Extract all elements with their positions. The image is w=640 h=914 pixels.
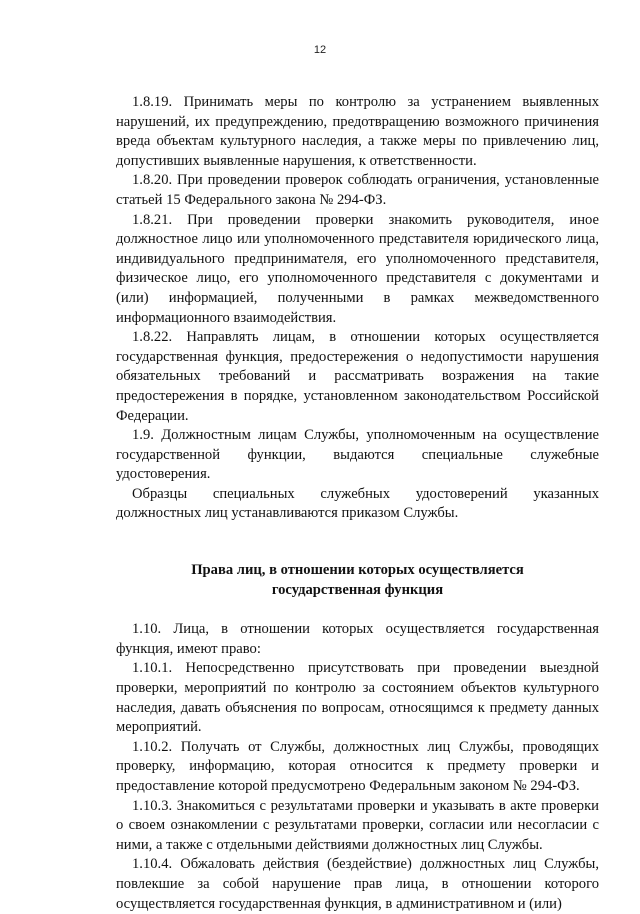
paragraph-1-9-samples: Образцы специальных служебных удостоверений указанных должностных лиц устанавливаются приказом Службы. (116, 485, 599, 522)
section-heading-line-2: государственная функция (271, 581, 444, 598)
section-heading (116, 561, 599, 600)
paragraph-1-10-1: 1.10.1. Непосредственно присутствовать при проведении выездной проверки, мероприятий по контролю за состоянием объектов культурного наследия, давать объяснения по вопросам, относящимся к предмету данных мероприятий. (116, 660, 599, 736)
page-number: 12 (313, 44, 327, 56)
paragraph-1-9: 1.9. Должностным лицам Службы, уполномоченным на осуществление государственной функции, выдаются специальные служебные удостоверения. (116, 427, 599, 483)
paragraph-1-8-20: 1.8.20. При проведении проверок соблюдать ограничения, установленные статьей 15 Федерального закона № 294-ФЗ. (116, 172, 599, 208)
paragraph-1-8-21: 1.8.21. При проведении проверки знакомить руководителя, иное должностное лицо или уполномоченного представителя юридического лица, индивидуального предпринимателя, его уполномоченного представителя, физическое лицо, его уполномоченного представителя с документами и (или) информацией, полученными в рамках межведомственного информационного взаимодействия. (116, 211, 599, 326)
paragraph-1-10: 1.10. Лица, в отношении которых осуществляется государственная функция, имеют право: (116, 621, 599, 657)
paragraph-1-10-4: 1.10.4. Обжаловать действия (бездействие) должностных лиц Службы, повлекшие за собой нарушение прав лица, в отношении которого осуществляется государственная функция, в административном и (или) (116, 856, 599, 912)
paragraph-1-10-3: 1.10.3. Знакомиться с результатами проверки и указывать в акте проверки о своем ознакомлении с результатами проверки, согласии или несогласии с ними, а также с отдельными действиями должностных лиц Службы. (116, 797, 599, 853)
paragraph-1-8-22: 1.8.22. Направлять лицам, в отношении которых осуществляется государственная функция, предостережения о недопустимости нарушения обязательных требований и рассматривать возражения на такие предостережения в порядке, установленном законодательством Российской Федерации. (116, 329, 599, 424)
section-heading-line-1: Права лиц, в отношении которых осуществляется (191, 562, 524, 579)
paragraph-1-8-19: 1.8.19. Принимать меры по контролю за устранением выявленных нарушений, их предупреждению, предотвращению возможного причинения вреда объектам культурного наследия, а также меры по привлечению лиц, допустивших выявленные нарушения, к ответственности. (116, 94, 599, 169)
paragraph-1-10-2: 1.10.2. Получать от Службы, должностных лиц Службы, проводящих проверку, информацию, которая относится к предмету проверки и предоставление которой предусмотрено Федеральным законом № 294-ФЗ. (116, 738, 599, 794)
document-body (116, 93, 599, 914)
